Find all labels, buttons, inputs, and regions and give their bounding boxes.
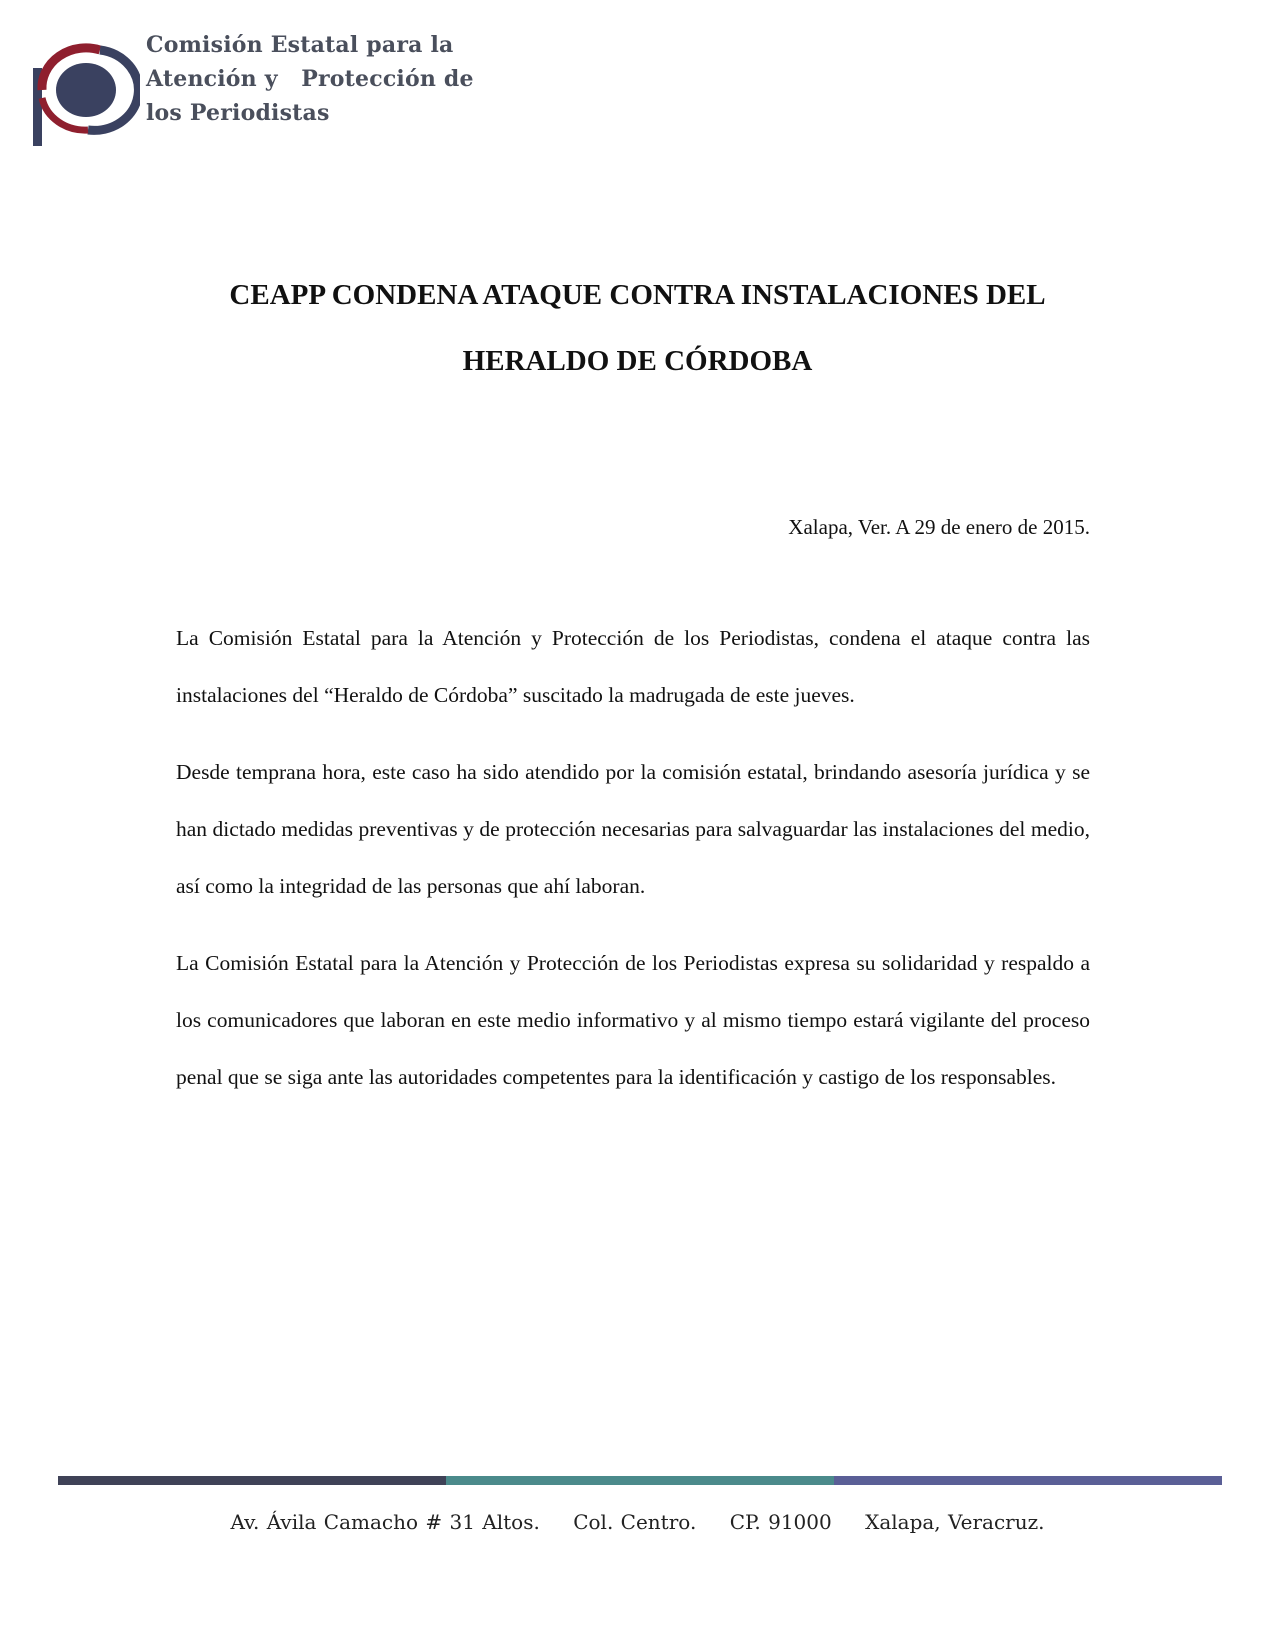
- press-release-body: [176, 610, 1090, 1126]
- organization-name: [146, 28, 474, 130]
- address-postal-code: CP. 91000: [729, 1510, 832, 1534]
- footer-address: [0, 1508, 1275, 1536]
- address-street: Av. Ávila Camacho # 31 Altos.: [230, 1510, 540, 1534]
- address-city: Xalapa, Veracruz.: [865, 1510, 1045, 1534]
- body-paragraph-2: Desde temprana hora, este caso ha sido atendido por la comisión estatal, brindando asesoría jurídica y se han dictado medidas preventivas y de protección necesarias para salvaguardar las instalaciones del medio, así como la integridad de las personas que ahí laboran.: [176, 760, 1090, 898]
- footer-divider-segment-3: [834, 1476, 1222, 1485]
- ceapp-logo-icon: [30, 38, 140, 148]
- body-paragraph-1: La Comisión Estatal para la Atención y Protección de los Periodistas, condena el ataque contra las instalaciones del “Heraldo de Córdoba” suscitado la madrugada de este jueves.: [176, 626, 1090, 707]
- footer-divider-segment-2: [446, 1476, 834, 1485]
- title-line-1: CEAPP CONDENA ATAQUE CONTRA INSTALACIONES DEL: [229, 279, 1046, 311]
- logo-inner-circle: [56, 63, 116, 117]
- address-colony: Col. Centro.: [573, 1510, 697, 1534]
- org-name-line-1: Comisión Estatal para la: [146, 32, 454, 58]
- footer-divider-segment-1: [58, 1476, 446, 1485]
- press-release-title: [0, 262, 1275, 394]
- dateline: Xalapa, Ver. A 29 de enero de 2015.: [788, 515, 1090, 539]
- body-paragraph-3: La Comisión Estatal para la Atención y Protección de los Periodistas expresa su solidaridad y respaldo a los comunicadores que laboran en este medio informativo y al mismo tiempo estará vigilante del proceso penal que se siga ante las autoridades competentes para la identificación y castigo de los responsables.: [176, 951, 1090, 1089]
- org-name-line-2: Atención y Protección de: [146, 66, 474, 92]
- footer-divider: [58, 1476, 1222, 1485]
- title-line-2: HERALDO DE CÓRDOBA: [462, 345, 813, 377]
- org-name-line-3: los Periodistas: [146, 100, 330, 126]
